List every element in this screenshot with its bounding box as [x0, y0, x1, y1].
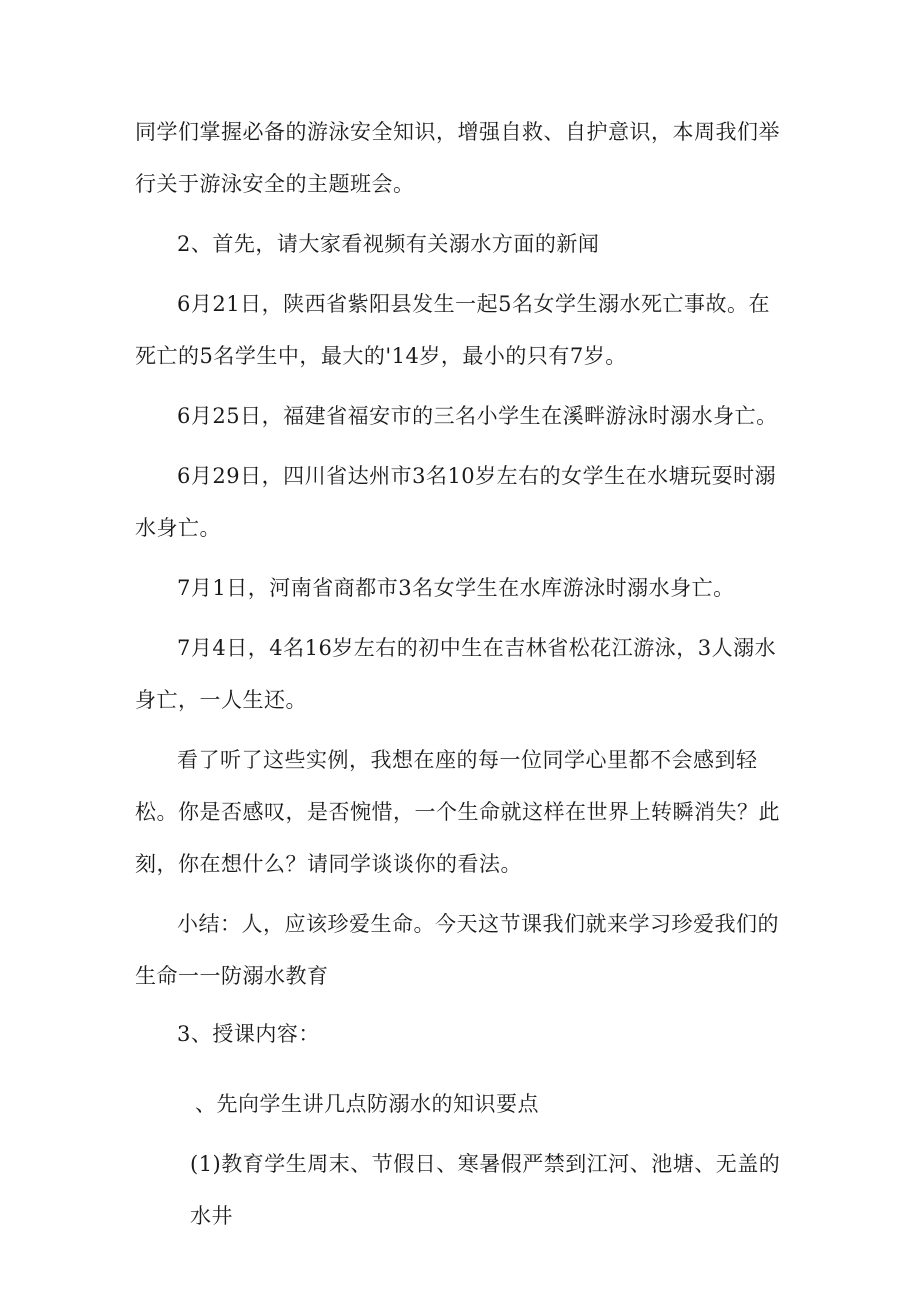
paragraph-intro: 同学们掌握必备的游泳安全知识，增强自救、自护意识，本周我们举行关于游泳安全的主题班会。 — [135, 120, 780, 196]
paragraph-step-2: 2、首先，请大家看视频有关溺水方面的新闻 — [177, 232, 600, 256]
paragraph-item-1: (1)教育学生周末、节假日、寒暑假严禁到江河、池塘、无盖的水井 — [190, 1152, 781, 1228]
paragraph-knowledge-points: 、先向学生讲几点防溺水的知识要点 — [195, 1092, 539, 1116]
paragraph-summary: 小结：人，应该珍爱生命。今天这节课我们就来学习珍爱我们的生命一一防溺水教育 — [135, 912, 779, 988]
paragraph-news-3: 6月29日，四川省达州市3名10岁左右的女学生在水塘玩耍时溺水身亡。 — [135, 464, 777, 540]
paragraph-step-3: 3、授课内容： — [177, 1022, 320, 1046]
paragraph-news-2: 6月25日，福建省福安市的三名小学生在溪畔游泳时溺水身亡。 — [177, 404, 778, 428]
paragraph-news-5: 7月4日，4名16岁左右的初中生在吉林省松花江游泳，3人溺水身亡，一人生还。 — [135, 636, 777, 712]
paragraph-news-1: 6月21日，陕西省紫阳县发生一起5名女学生溺水死亡事故。在死亡的5名学生中，最大的'14岁，最小的只有7岁。 — [135, 292, 770, 368]
paragraph-news-4: 7月1日，河南省商都市3名女学生在水库游泳时溺水身亡。 — [177, 576, 735, 600]
paragraph-reflection: 看了听了这些实例，我想在座的每一位同学心里都不会感到轻松。你是否感叹，是否惋惜，一个生命就这样在世界上转瞬消失？此刻，你在想什么？请同学谈谈你的看法。 — [135, 748, 780, 876]
